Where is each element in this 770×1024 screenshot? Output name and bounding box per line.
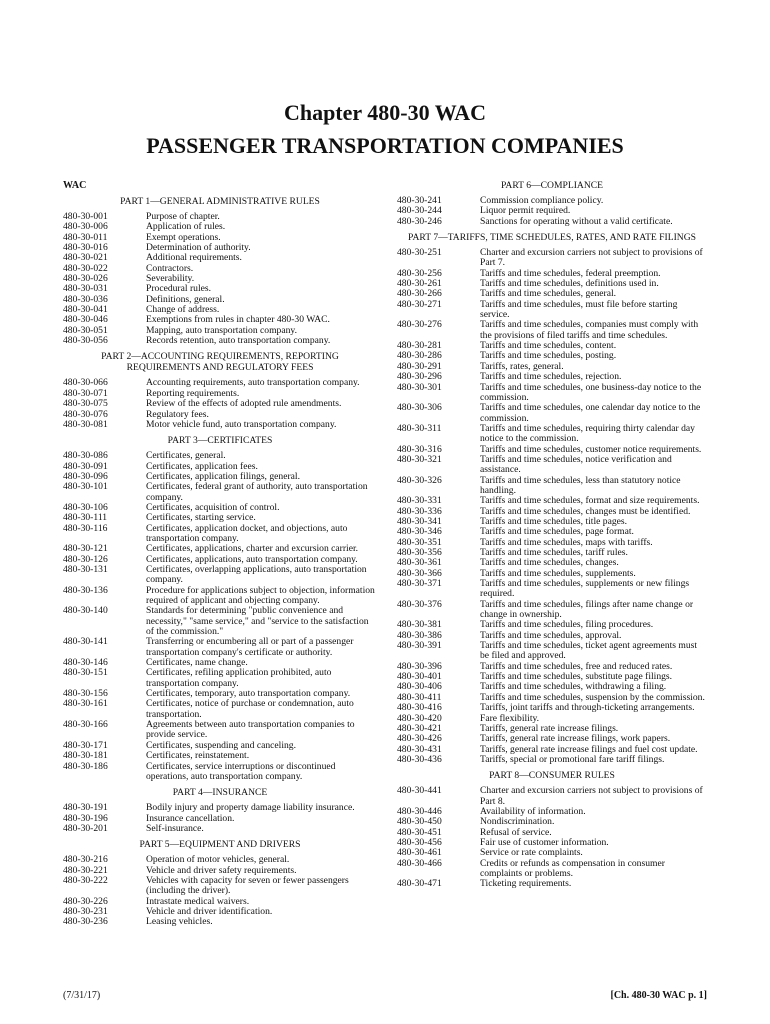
section-title: Tariffs and time schedules, federal preemption. (480, 267, 661, 279)
section-title: Exemptions from rules in chapter 480-30 WAC. (146, 314, 330, 326)
section-entry (63, 720, 377, 741)
section-entry (397, 320, 707, 341)
section-number: 480-30-371 (397, 578, 442, 590)
section-number: 480-30-281 (397, 340, 442, 352)
section-number: 480-30-351 (397, 536, 442, 548)
section-number: 480-30-186 (63, 760, 108, 772)
section-title: Determination of authority. (146, 242, 251, 254)
section-entry (63, 524, 377, 545)
section-number: 480-30-156 (63, 688, 108, 700)
section-number: 480-30-066 (63, 377, 108, 389)
section-entry (63, 876, 377, 897)
section-number: 480-30-471 (397, 878, 442, 890)
section-number: 480-30-226 (63, 895, 108, 907)
section-number: 480-30-101 (63, 481, 108, 493)
section-number: 480-30-391 (397, 640, 442, 652)
section-number: 480-30-306 (397, 402, 442, 414)
section-title: Tariffs and time schedules, must file before starting service. (480, 298, 678, 321)
section-title: Availability of information. (480, 805, 586, 817)
section-title: Certificates, refiling application prohibited, auto transportation company. (146, 667, 332, 689)
section-number: 480-30-426 (397, 733, 442, 745)
section-number: 480-30-336 (397, 505, 442, 517)
section-number: 480-30-436 (397, 753, 442, 765)
section-title: Tariffs, general rate increase filings, work papers. (480, 733, 671, 745)
section-title: Application of rules. (146, 221, 226, 233)
section-title: Tariffs and time schedules, free and reduced rates. (480, 660, 673, 672)
section-number: 480-30-386 (397, 629, 442, 641)
section-title: Tariffs and time schedules, filings after name change or change in ownership. (480, 598, 694, 621)
section-entry (397, 755, 707, 765)
section-title: Tariffs and time schedules, filing procedures. (480, 619, 654, 631)
section-entry (63, 565, 377, 586)
section-number: 480-30-461 (397, 847, 442, 859)
section-number: 480-30-446 (397, 805, 442, 817)
section-title: Charter and excursion carriers not subject to provisions of Part 8. (480, 785, 703, 807)
section-entry (397, 217, 707, 227)
section-number: 480-30-456 (397, 836, 442, 848)
section-number: 480-30-191 (63, 802, 108, 814)
part-heading: PART 2—ACCOUNTING REQUIREMENTS, REPORTING REQUIREMENTS AND REGULATORY FEES (101, 351, 339, 374)
right-column (397, 180, 707, 890)
section-number: 480-30-221 (63, 864, 108, 876)
section-title: Tariffs, rates, general. (480, 360, 564, 372)
section-number: 480-30-244 (397, 205, 442, 217)
section-entry (63, 420, 377, 430)
section-number: 480-30-296 (397, 371, 442, 383)
section-number: 480-30-251 (397, 247, 442, 259)
section-title: Bodily injury and property damage liability insurance. (146, 802, 355, 814)
section-number: 480-30-266 (397, 288, 442, 300)
section-title: Fair use of customer information. (480, 836, 609, 848)
section-entry (63, 907, 377, 917)
section-number: 480-30-301 (397, 381, 442, 393)
section-title: Tariffs and time schedules, ticket agent agreements must be filed and approved. (480, 640, 698, 662)
section-number: 480-30-381 (397, 619, 442, 631)
section-title: Mapping, auto transportation company. (146, 324, 297, 336)
section-title: Transferring or encumbering all or part of a passenger transportation company's certificate or authority. (146, 636, 354, 658)
section-title: Certificates, application filings, general. (146, 470, 300, 482)
section-title: Tariffs and time schedules, withdrawing a filing. (480, 681, 667, 693)
section-number: 480-30-106 (63, 501, 108, 513)
part-heading: PART 8—CONSUMER RULES (489, 770, 615, 782)
section-number: 480-30-411 (397, 691, 442, 703)
section-title: Review of the effects of adopted rule amendments. (146, 398, 342, 410)
section-number: 480-30-086 (63, 450, 108, 462)
section-title: Definitions, general. (146, 293, 225, 305)
section-number: 480-30-331 (397, 495, 442, 507)
chapter-title: Chapter 480-30 WAC (283, 100, 487, 125)
section-title: Standards for determining "public convenience and necessity," "same service," and "service to the satisfaction of the commission." (146, 605, 369, 638)
section-title: Tariffs and time schedules, posting. (480, 350, 617, 362)
section-entry (63, 482, 377, 503)
section-number: 480-30-361 (397, 557, 442, 569)
section-entry (397, 248, 707, 269)
section-number: 480-30-022 (63, 262, 108, 274)
wac-label: WAC (63, 180, 87, 191)
section-number: 480-30-401 (397, 671, 442, 683)
section-entry (63, 451, 377, 461)
part-heading: PART 5—EQUIPMENT AND DRIVERS (139, 839, 301, 851)
chapter-subtitle: PASSENGER TRANSPORTATION COMPANIES (146, 133, 624, 158)
section-entry (397, 859, 707, 880)
section-title: Certificates, applications, auto transportation company. (146, 553, 358, 565)
section-number: 480-30-146 (63, 657, 108, 669)
section-number: 480-30-075 (63, 398, 108, 410)
footer-page-ref: [Ch. 480-30 WAC p. 1] (610, 990, 707, 1001)
section-title: Tariffs and time schedules, general. (480, 288, 617, 300)
section-title: Motor vehicle fund, auto transportation company. (146, 418, 337, 430)
section-number: 480-30-201 (63, 822, 108, 834)
section-title: Commission compliance policy. (480, 195, 604, 206)
section-number: 480-30-316 (397, 443, 442, 455)
section-entry (63, 824, 377, 834)
section-title: Tariffs, general rate increase filings and fuel cost update. (480, 743, 698, 755)
section-title: Sanctions for operating without a valid certificate. (480, 215, 673, 227)
section-title: Charter and excursion carriers not subject to provisions of Part 7. (480, 247, 703, 269)
section-number: 480-30-216 (63, 854, 108, 866)
section-number: 480-30-276 (397, 319, 442, 331)
section-entry (63, 668, 377, 689)
section-entry (63, 762, 377, 783)
part-heading: PART 4—INSURANCE (172, 787, 268, 799)
section-title: Tariffs and time schedules, one business-day notice to the commission. (480, 381, 702, 403)
section-title: Certificates, name change. (146, 657, 248, 669)
section-title: Tariffs and time schedules, changes. (480, 557, 619, 569)
section-number: 480-30-321 (397, 453, 442, 465)
section-title: Tariffs and time schedules, format and size requirements. (480, 495, 700, 507)
section-number: 480-30-136 (63, 584, 108, 596)
section-title: Tariffs and time schedules, page format. (480, 526, 634, 538)
section-title: Certificates, application docket, and objections, auto transportation company. (146, 522, 348, 544)
section-title: Tariffs and time schedules, rejection. (480, 371, 622, 383)
section-entry (63, 751, 377, 761)
section-entry (63, 803, 377, 813)
section-title: Vehicle and driver safety requirements. (146, 864, 297, 876)
section-number: 480-30-466 (397, 857, 442, 869)
left-column (63, 196, 377, 928)
section-title: Tariffs and time schedules, supplements or new filings required. (480, 578, 690, 600)
section-entry (397, 424, 707, 445)
section-title: Self-insurance. (146, 822, 204, 834)
section-number: 480-30-261 (397, 278, 442, 290)
section-number: 480-30-011 (63, 231, 108, 243)
section-title: Reporting requirements. (146, 387, 240, 399)
section-number: 480-30-222 (63, 874, 108, 886)
section-title: Fare flexibility. (480, 712, 540, 724)
part-heading: PART 3—CERTIFICATES (167, 435, 273, 447)
section-number: 480-30-286 (397, 350, 442, 362)
section-entry (397, 879, 707, 889)
section-title: Refusal of service. (480, 826, 552, 838)
section-title: Credits or refunds as compensation in consumer complaints or problems. (480, 857, 665, 879)
section-title: Operation of motor vehicles, general. (146, 854, 290, 866)
section-entry (397, 300, 707, 321)
section-number: 480-30-046 (63, 314, 108, 326)
section-number: 480-30-096 (63, 470, 108, 482)
section-entry (397, 641, 707, 662)
section-number: 480-30-421 (397, 722, 442, 734)
section-number: 480-30-420 (397, 712, 442, 724)
section-entry (63, 586, 377, 607)
section-number: 480-30-031 (63, 283, 108, 295)
section-entry (397, 403, 707, 424)
section-number: 480-30-076 (63, 408, 108, 420)
section-number: 480-30-111 (63, 512, 108, 524)
section-entry (397, 455, 707, 476)
section-number: 480-30-256 (397, 267, 442, 279)
section-number: 480-30-041 (63, 304, 108, 316)
section-entry (63, 637, 377, 658)
section-number: 480-30-291 (397, 360, 442, 372)
section-number: 480-30-006 (63, 221, 108, 233)
section-title: Certificates, acquisition of control. (146, 501, 280, 513)
section-title: Certificates, application fees. (146, 460, 258, 472)
section-entry (63, 264, 377, 274)
section-title: Certificates, service interruptions or discontinued operations, auto transportation company. (146, 760, 336, 782)
section-entry (63, 814, 377, 824)
section-number: 480-30-036 (63, 293, 108, 305)
section-number: 480-30-071 (63, 387, 108, 399)
section-number: 480-30-451 (397, 826, 442, 838)
section-entry (397, 703, 707, 713)
section-number: 480-30-326 (397, 474, 442, 486)
part-heading: PART 1—GENERAL ADMINISTRATIVE RULES (120, 196, 320, 207)
section-number: 480-30-366 (397, 567, 442, 579)
section-title: Agreements between auto transportation companies to provide service. (146, 719, 355, 741)
section-number: 480-30-341 (397, 515, 442, 527)
section-entry (397, 372, 707, 382)
section-entry (63, 399, 377, 409)
section-number: 480-30-231 (63, 905, 108, 917)
section-title: Procedural rules. (146, 283, 212, 295)
section-number: 480-30-051 (63, 324, 108, 336)
section-number: 480-30-271 (397, 298, 442, 310)
section-title: Certificates, notice of purchase or condemnation, auto transportation. (146, 698, 354, 720)
section-number: 480-30-441 (397, 785, 442, 797)
section-entry (63, 336, 377, 346)
section-entry (63, 274, 377, 284)
section-number: 480-30-026 (63, 273, 108, 285)
section-number: 480-30-021 (63, 252, 108, 264)
section-title: Leasing vehicles. (146, 916, 213, 928)
section-title: Certificates, general. (146, 450, 226, 462)
section-title: Tariffs, special or promotional fare tariff filings. (480, 753, 665, 765)
section-title: Certificates, federal grant of authority, auto transportation company. (146, 481, 368, 503)
section-title: Vehicle and driver identification. (146, 905, 273, 917)
section-title: Tariffs and time schedules, one calendar day notice to the commission. (480, 402, 701, 424)
section-title: Certificates, temporary, auto transportation company. (146, 688, 351, 700)
section-title: Nondiscrimination. (480, 816, 555, 828)
section-title: Tariffs, general rate increase filings. (480, 722, 619, 734)
section-title: Tariffs, joint tariffs and through-ticketing arrangements. (480, 702, 695, 714)
section-title: Ticketing requirements. (480, 878, 572, 890)
section-number: 480-30-141 (63, 636, 108, 648)
section-title: Procedure for applications subject to objection, information required of applicant and objecting company. (146, 584, 375, 606)
section-title: Certificates, suspending and canceling. (146, 739, 296, 751)
section-title: Tariffs and time schedules, customer notice requirements. (480, 443, 702, 455)
section-number: 480-30-166 (63, 719, 108, 731)
section-title: Additional requirements. (146, 252, 242, 264)
section-entry (397, 600, 707, 621)
section-title: Exempt operations. (146, 231, 221, 243)
section-title: Severability. (146, 273, 195, 285)
section-number: 480-30-376 (397, 598, 442, 610)
section-entry (63, 699, 377, 720)
section-number: 480-30-416 (397, 702, 442, 714)
section-number: 480-30-161 (63, 698, 108, 710)
section-number: 480-30-140 (63, 605, 108, 617)
section-entry (397, 579, 707, 600)
section-title: Certificates, overlapping applications, auto transportation company. (146, 563, 367, 586)
section-entry (397, 476, 707, 497)
section-title: Tariffs and time schedules, content. (480, 340, 617, 352)
part-heading: PART 6—COMPLIANCE (500, 180, 604, 191)
section-number: 480-30-116 (63, 522, 108, 534)
section-number: 480-30-406 (397, 681, 442, 693)
section-number: 480-30-121 (63, 543, 108, 555)
section-number: 480-30-450 (397, 816, 442, 828)
section-title: Tariffs and time schedules, notice verification and assistance. (480, 453, 672, 476)
section-entry (63, 606, 377, 637)
section-number: 480-30-246 (397, 215, 442, 227)
section-number: 480-30-311 (397, 422, 442, 434)
section-title: Tariffs and time schedules, tariff rules. (480, 547, 628, 558)
section-number: 480-30-171 (63, 739, 108, 751)
section-number: 480-30-151 (63, 667, 108, 679)
section-number: 480-30-056 (63, 335, 108, 347)
section-number: 480-30-001 (63, 211, 108, 222)
section-title: Change of address. (146, 304, 220, 316)
section-entry (63, 917, 377, 927)
section-entry (397, 383, 707, 404)
section-title: Vehicles with capacity for seven or fewer passengers (including the driver). (146, 874, 349, 897)
section-title: Certificates, applications, charter and excursion carrier. (146, 543, 359, 555)
section-number: 480-30-091 (63, 460, 108, 472)
section-entry (397, 734, 707, 744)
section-title: Tariffs and time schedules, less than statutory notice handling. (480, 474, 681, 496)
section-number: 480-30-396 (397, 660, 442, 672)
section-title: Tariffs and time schedules, companies must comply with the provisions of filed tariffs and time schedules. (480, 319, 699, 341)
section-number: 480-30-196 (63, 812, 108, 824)
section-title: Tariffs and time schedules, title pages. (480, 515, 628, 527)
section-title: Tariffs and time schedules, supplements. (480, 567, 636, 579)
section-number: 480-30-131 (63, 563, 108, 575)
section-title: Purpose of chapter. (146, 211, 220, 222)
section-title: Tariffs and time schedules, substitute page filings. (480, 671, 673, 683)
section-number: 480-30-241 (397, 195, 442, 206)
section-entry (63, 253, 377, 263)
section-title: Accounting requirements, auto transportation company. (146, 377, 360, 389)
section-title: Tariffs and time schedules, maps with tariffs. (480, 536, 653, 548)
section-number: 480-30-081 (63, 418, 108, 430)
footer-date: (7/31/17) (63, 990, 101, 1001)
section-number: 480-30-431 (397, 743, 442, 755)
section-title: Tariffs and time schedules, approval. (480, 629, 622, 641)
section-title: Tariffs and time schedules, changes must be identified. (480, 505, 691, 517)
section-title: Liquor permit required. (480, 205, 571, 217)
section-number: 480-30-356 (397, 547, 442, 558)
section-title: Insurance cancellation. (146, 812, 235, 824)
section-title: Service or rate complaints. (480, 847, 583, 859)
section-title: Contractors. (146, 262, 194, 274)
section-entry (397, 786, 707, 807)
section-entry (63, 295, 377, 305)
part-heading: PART 7—TARIFFS, TIME SCHEDULES, RATES, AND RATE FILINGS (408, 232, 696, 244)
section-title: Certificates, starting service. (146, 512, 256, 524)
section-number: 480-30-126 (63, 553, 108, 565)
section-number: 480-30-016 (63, 242, 108, 254)
section-number: 480-30-236 (63, 916, 108, 928)
section-title: Tariffs and time schedules, requiring thirty calendar day notice to the commission. (480, 422, 695, 445)
section-title: Records retention, auto transportation company. (146, 335, 331, 347)
section-title: Certificates, reinstatement. (146, 750, 250, 762)
section-entry (397, 817, 707, 827)
section-title: Regulatory fees. (146, 408, 209, 420)
section-title: Tariffs and time schedules, suspension by the commission. (480, 691, 705, 703)
section-title: Intrastate medical waivers. (146, 895, 250, 907)
section-title: Tariffs and time schedules, definitions used in. (480, 278, 659, 290)
section-number: 480-30-346 (397, 526, 442, 538)
section-number: 480-30-181 (63, 750, 108, 762)
section-entry (63, 855, 377, 865)
